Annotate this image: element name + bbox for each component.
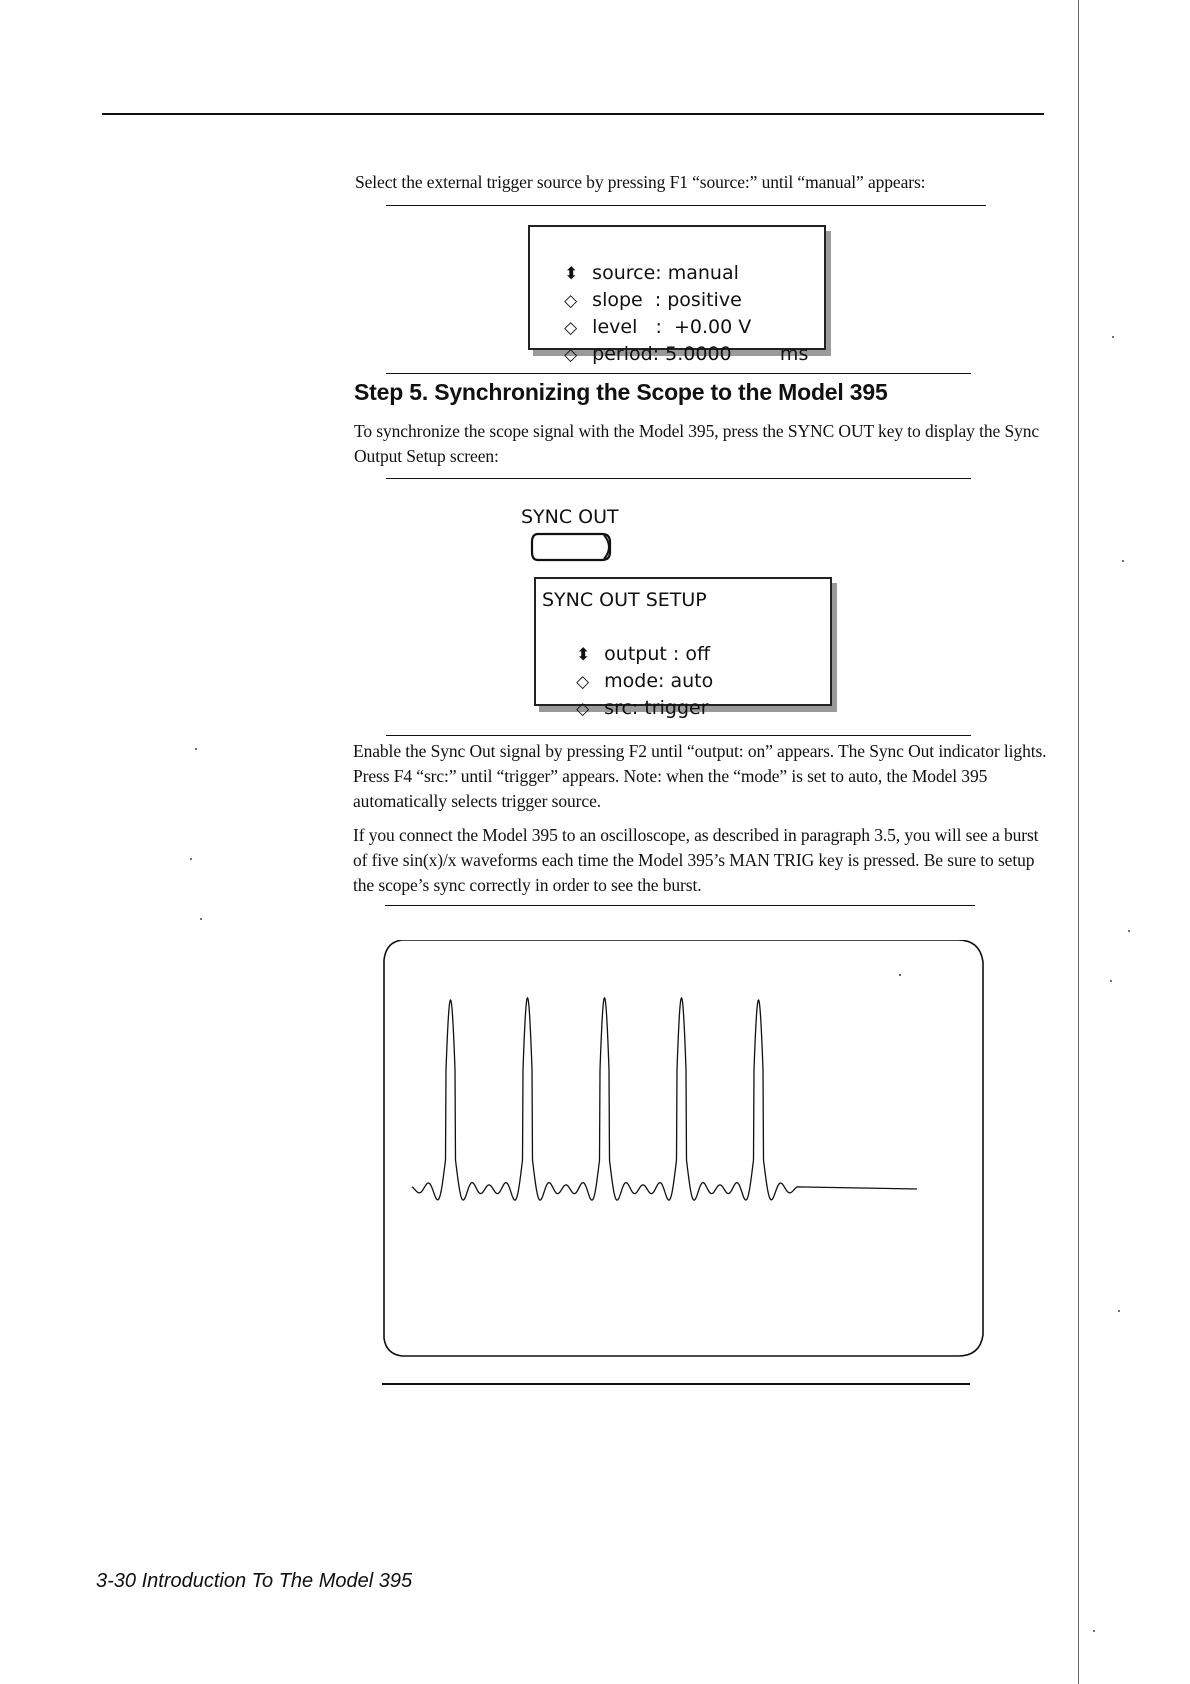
intro-rule bbox=[386, 205, 986, 206]
intro-paragraph: Select the external trigger source by pressing F1 “source:” until “manual” appears: bbox=[355, 172, 926, 192]
oscilloscope-display bbox=[380, 940, 990, 1360]
trigger-source-screen bbox=[528, 225, 826, 365]
step-paragraph: To synchronize the scope signal with the Model 395, press the SYNC OUT key to display the Sync Output Setup screen: bbox=[354, 421, 1040, 466]
scan-speck bbox=[1118, 1310, 1120, 1312]
step-heading: Step 5. Synchronizing the Scope to the Model 395 bbox=[354, 379, 888, 405]
top-rule bbox=[102, 113, 1044, 115]
scan-speck bbox=[200, 918, 202, 920]
step-rule bbox=[386, 478, 971, 479]
sync-row-text: src: trigger bbox=[604, 697, 709, 719]
trigger-row-text: period: 5.0000 ms bbox=[592, 343, 809, 365]
sync-rule bbox=[386, 735, 971, 736]
enable-paragraph: Enable the Sync Out signal by pressing F2 until “output: on” appears. The Sync Out indicator lights. Press F4 “src:” until “trigger” appears. Note: when the “mode” is set to auto, the Model 395 automatically selects trigger source. bbox=[353, 741, 1047, 811]
scope-frame bbox=[384, 940, 983, 1356]
sync-row-text: mode: auto bbox=[604, 670, 714, 692]
trigger-row-text: source: manual bbox=[592, 262, 739, 284]
updown-arrow-icon: ⬍ bbox=[564, 264, 579, 284]
sync-out-setup-screen bbox=[534, 577, 832, 719]
diamond-icon: ◇ bbox=[564, 318, 578, 338]
trigger-row-source bbox=[540, 233, 824, 284]
diamond-icon: ◇ bbox=[576, 672, 590, 692]
page-footer: 3-30 Introduction To The Model 395 bbox=[96, 1570, 413, 1592]
diamond-icon: ◇ bbox=[576, 699, 590, 719]
scan-speck bbox=[1128, 930, 1130, 932]
diamond-icon: ◇ bbox=[564, 291, 578, 311]
heading-rule bbox=[386, 373, 971, 374]
scope-speck bbox=[899, 974, 901, 976]
updown-arrow-icon: ⬍ bbox=[576, 645, 591, 665]
trigger-row-text: level : +0.00 V bbox=[592, 316, 752, 338]
sync-screen-title: SYNC OUT SETUP bbox=[542, 589, 707, 611]
scan-speck bbox=[1093, 1630, 1095, 1632]
sync-row-text: output : off bbox=[604, 643, 711, 665]
scan-speck bbox=[1122, 560, 1124, 562]
trigger-row-text: slope : positive bbox=[592, 289, 742, 311]
scan-speck bbox=[1110, 980, 1112, 982]
diamond-icon: ◇ bbox=[564, 345, 578, 365]
connect-paragraph: If you connect the Model 395 to an oscilloscope, as described in paragraph 3.5, you will see a burst of five sin(x)/x waveforms each time the Model 395’s MAN TRIG key is pressed. Be sure to setup the scope’s sync correctly in order to see the burst. bbox=[353, 825, 1039, 895]
connect-rule bbox=[385, 905, 975, 906]
sinc-burst-waveform bbox=[412, 998, 917, 1200]
figure-rule bbox=[382, 1383, 970, 1385]
sync-out-key-icon bbox=[530, 530, 620, 564]
scan-speck bbox=[1112, 336, 1114, 338]
scan-speck bbox=[190, 858, 192, 860]
sync-out-key-label: SYNC OUT bbox=[521, 506, 619, 528]
sync-row-output bbox=[542, 614, 830, 665]
scan-speck bbox=[195, 748, 197, 750]
scan-edge-line bbox=[1078, 0, 1079, 1684]
